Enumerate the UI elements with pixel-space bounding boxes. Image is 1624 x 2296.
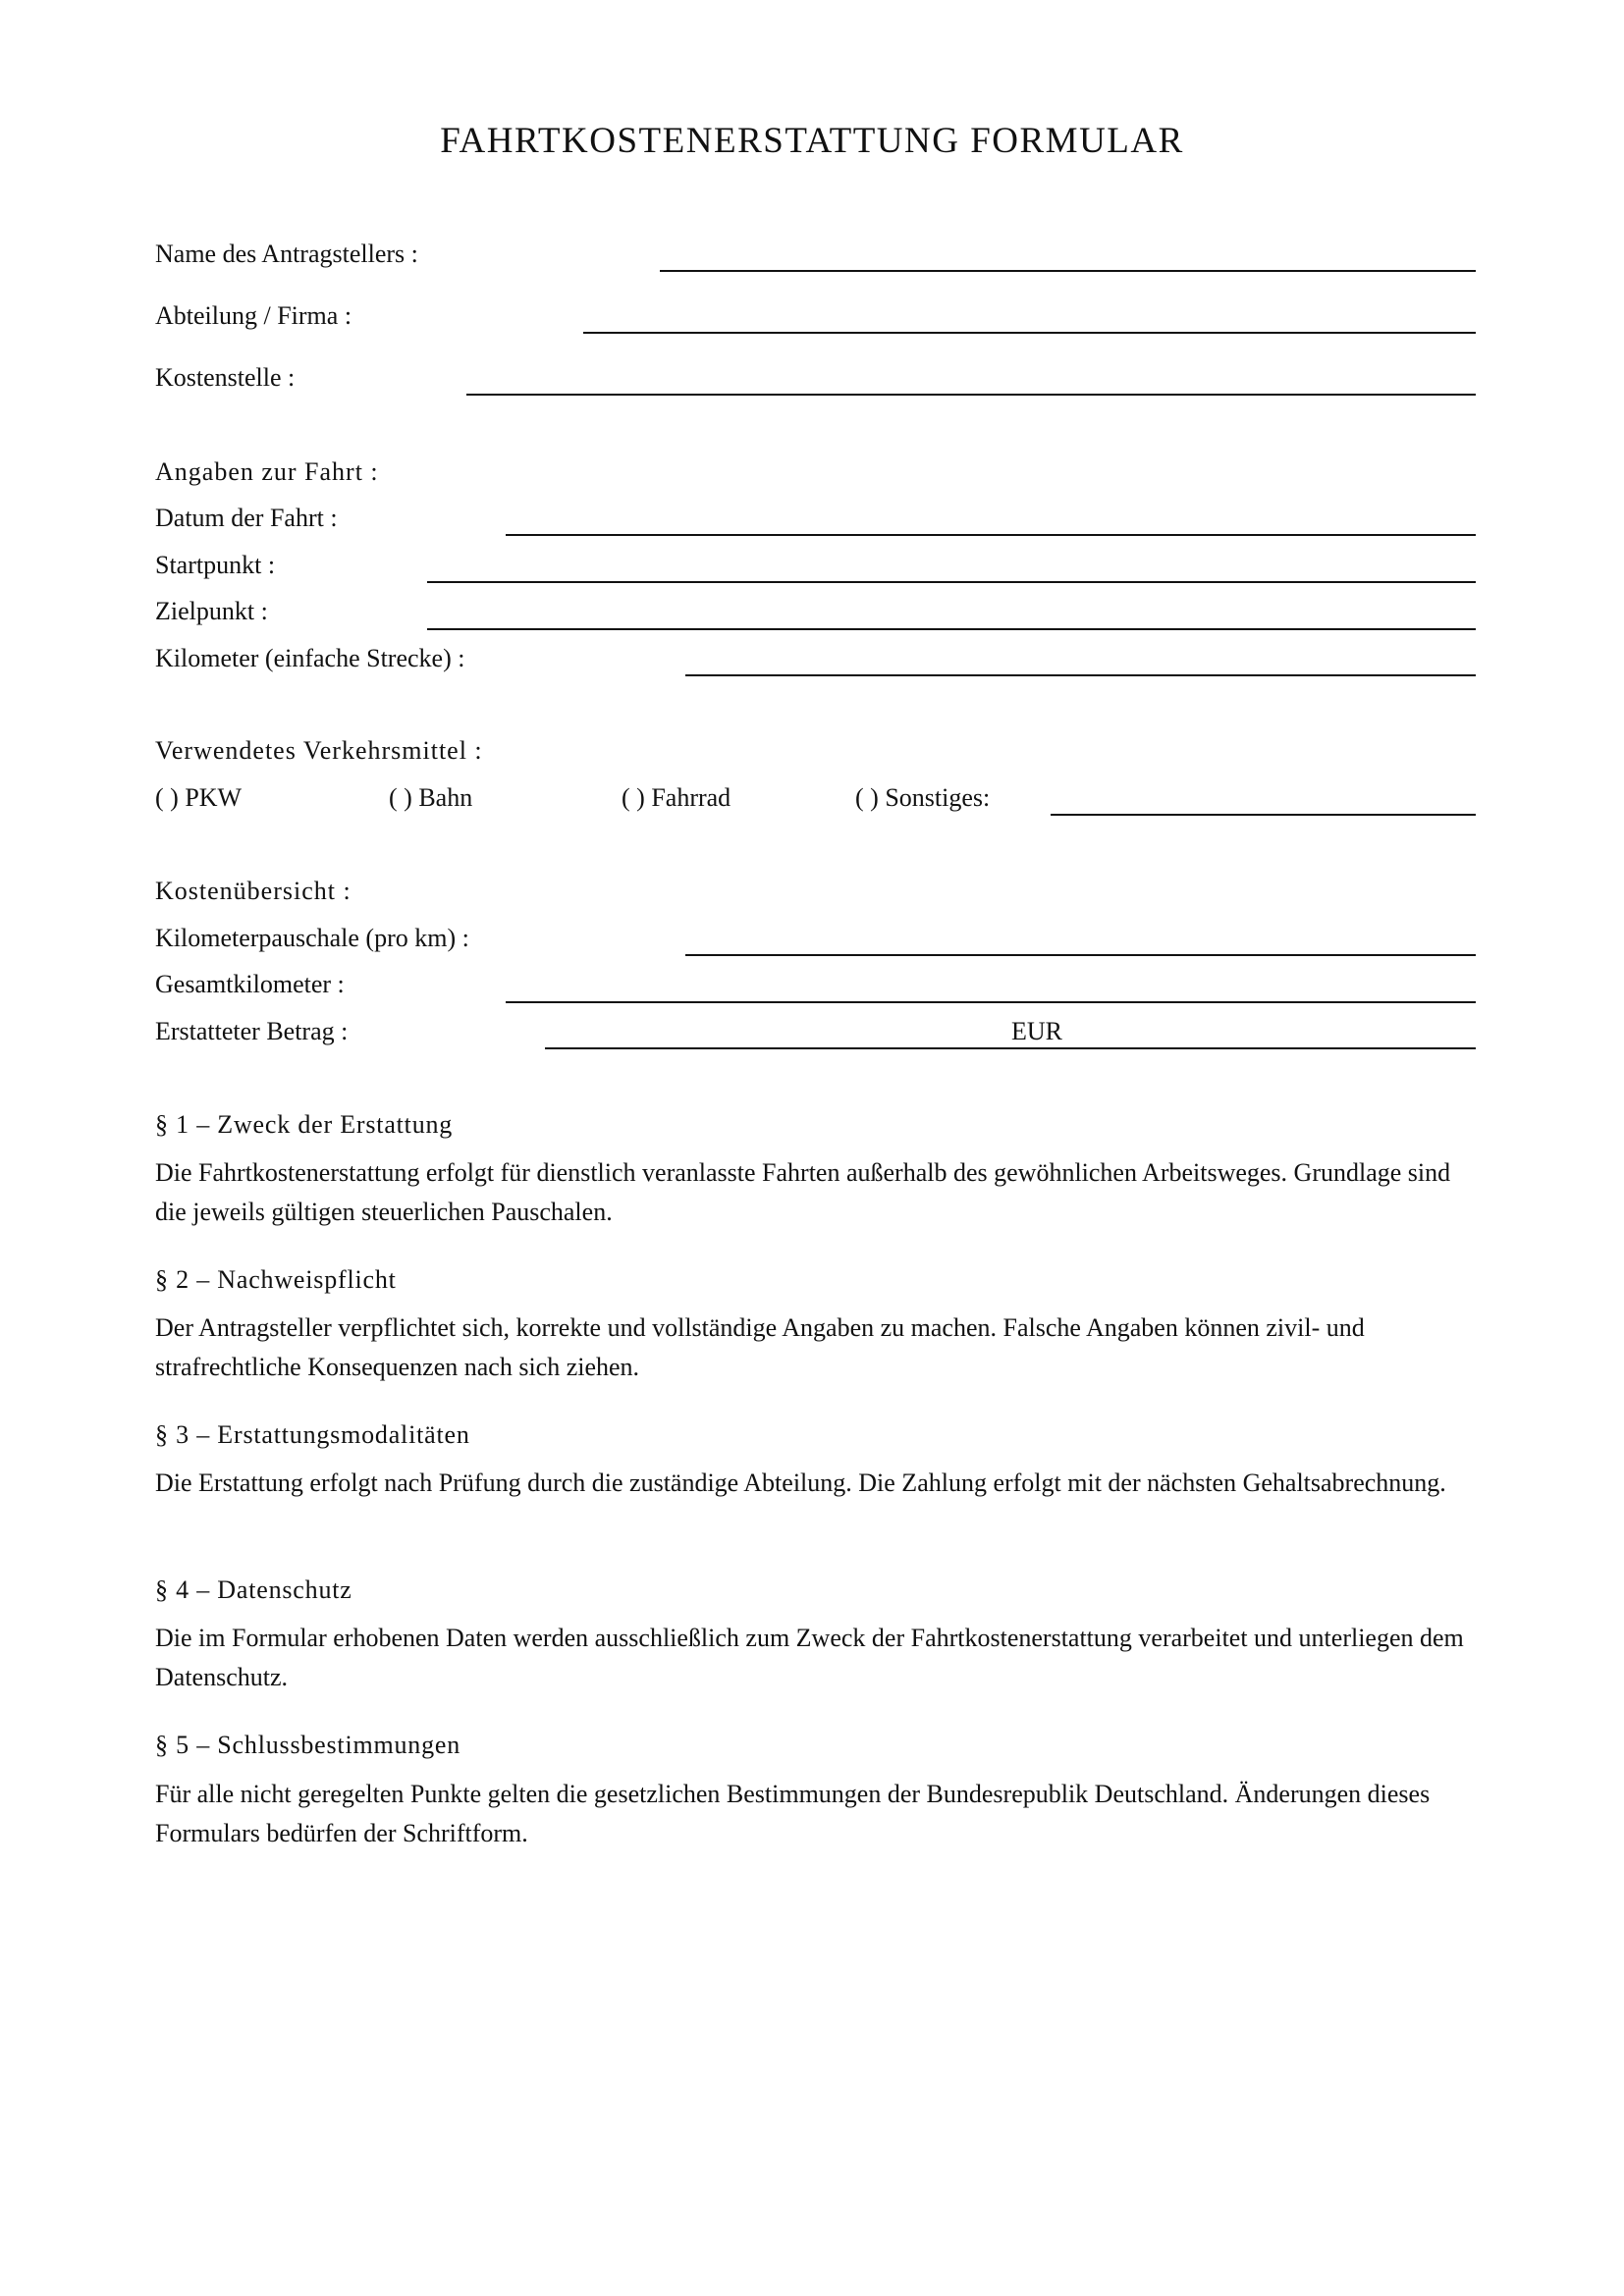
clause-1-text: Die Fahrtkostenerstattung erfolgt für dienstlich veranlasste Fahrten außerhalb des gewöhnlichen Arbeitsweges. Grundlage sind die jeweils gültigen steuerlichen Pauschalen. (155, 1158, 1451, 1226)
start-point-label: Startpunkt : (155, 551, 276, 579)
trip-date-field[interactable] (506, 534, 1476, 536)
trip-date-label: Datum der Fahrt : (155, 504, 338, 532)
rate-field[interactable] (685, 954, 1476, 956)
destination-label: Zielpunkt : (155, 597, 268, 625)
department-field[interactable] (583, 332, 1476, 334)
clause-3-text: Die Erstattung erfolgt nach Prüfung durch die zuständige Abteilung. Die Zahlung erfolgt mit der nächsten Gehaltsabrechnung. (155, 1468, 1446, 1497)
distance-label: Kilometer (einfache Strecke) : (155, 644, 465, 672)
option-sonstiges[interactable]: ( ) Sonstiges: (855, 783, 991, 812)
department-label: Abteilung / Firma : (155, 301, 352, 330)
start-point-field[interactable] (427, 581, 1476, 583)
page-title: FAHRTKOSTENERSTATTUNG FORMULAR (440, 121, 1184, 161)
other-transport-field[interactable] (1051, 814, 1476, 816)
cost-center-label: Kostenstelle : (155, 363, 296, 392)
costs-section-heading: Kostenübersicht : (155, 877, 352, 905)
option-bahn[interactable]: ( ) Bahn (389, 783, 473, 812)
currency-label: EUR (1011, 1017, 1062, 1045)
clause-2-text: Der Antragsteller verpflichtet sich, korrekte und vollständige Angaben zu machen. Falsche Angaben können zivil- und strafrechtliche Konsequenzen nach sich ziehen. (155, 1313, 1365, 1381)
trip-section-heading: Angaben zur Fahrt : (155, 457, 379, 486)
clause-4-text: Die im Formular erhobenen Daten werden ausschließlich zum Zweck der Fahrtkostenerstattung verarbeitet und unterliegen dem Datenschutz. (155, 1624, 1464, 1691)
clause-3-title: § 3 – Erstattungsmodalitäten (155, 1420, 470, 1449)
destination-field[interactable] (427, 628, 1476, 630)
total-km-field[interactable] (506, 1001, 1476, 1003)
clause-4-title: § 4 – Datenschutz (155, 1575, 352, 1604)
clause-1-title: § 1 – Zweck der Erstattung (155, 1110, 454, 1139)
transport-section-heading: Verwendetes Verkehrsmittel : (155, 736, 483, 765)
amount-field[interactable] (545, 1047, 1476, 1049)
option-fahrrad[interactable]: ( ) Fahrrad (622, 783, 731, 812)
rate-label: Kilometerpauschale (pro km) : (155, 924, 469, 952)
cost-center-field[interactable] (466, 394, 1476, 396)
distance-field[interactable] (685, 674, 1476, 676)
applicant-name-field[interactable] (660, 270, 1476, 272)
clause-5-title: § 5 – Schlussbestimmungen (155, 1731, 461, 1759)
option-pkw[interactable]: ( ) PKW (155, 783, 243, 812)
amount-label: Erstatteter Betrag : (155, 1017, 349, 1045)
clause-2-title: § 2 – Nachweispflicht (155, 1265, 397, 1294)
clause-5-text: Für alle nicht geregelten Punkte gelten die gesetzlichen Bestimmungen der Bundesrepublik Deutschland. Änderungen dieses Formulars bedürfen der Schriftform. (155, 1780, 1431, 1847)
total-km-label: Gesamtkilometer : (155, 970, 345, 998)
applicant-name-label: Name des Antragstellers : (155, 240, 418, 268)
